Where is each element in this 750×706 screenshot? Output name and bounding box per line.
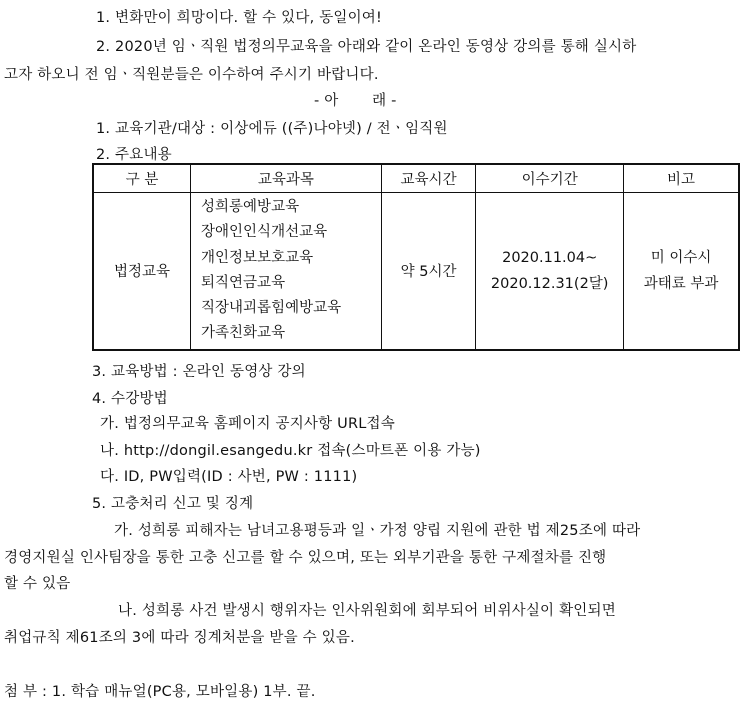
subject-item: 퇴직연금교육 xyxy=(201,274,286,291)
education-table xyxy=(92,163,740,351)
header-note: 비고 xyxy=(624,164,739,193)
slogan-line: 1. 변화만이 희망이다. 할 수 있다, 동일이여! xyxy=(96,10,383,26)
period-cell xyxy=(476,193,624,350)
grievance-heading: 5. 고충처리 신고 및 징계 xyxy=(92,496,254,512)
enroll-step-c: 다. ID, PW입력(ID : 사번, PW : 1111) xyxy=(100,469,358,485)
below-heading: - 아 래 - xyxy=(314,93,397,109)
header-duration: 교육시간 xyxy=(381,164,476,193)
subject-item: 성희롱예방교육 xyxy=(201,199,300,215)
attachment-line: 첨 부 : 1. 학습 매뉴얼(PC용, 모바일용) 1부. 끝. xyxy=(4,684,316,700)
enroll-heading: 4. 수강방법 xyxy=(92,391,168,407)
contents-heading: 2. 주요내용 xyxy=(96,147,172,163)
note-line-2: 과태료 부과 xyxy=(643,275,719,292)
subject-item: 장애인인식개선교육 xyxy=(201,224,328,241)
table-header-row xyxy=(93,164,739,193)
purpose-line-2: 고자 하오니 전 임ㆍ직원분들은 이수하여 주시기 바랍니다. xyxy=(4,67,379,83)
subject-item: 직장내괴롭힘예방교육 xyxy=(201,300,342,317)
header-period: 이수기간 xyxy=(476,164,624,193)
header-category: 구 분 xyxy=(93,164,191,193)
subject-item: 가족친화교육 xyxy=(201,325,286,342)
table-row xyxy=(93,193,739,350)
grievance-a-line-3: 할 수 있음 xyxy=(4,576,71,592)
grievance-b-line-2: 취업규칙 제61조의 3에 따라 징계처분을 받을 수 있음. xyxy=(4,630,355,646)
duration-cell: 약 5시간 xyxy=(381,193,476,350)
grievance-a-line-2: 경영지원실 인사팀장을 통한 고충 신고를 할 수 있으며, 또는 외부기관을 통한 구제절차를 진행 xyxy=(4,550,607,566)
grievance-a-line-1: 가. 성희롱 피해자는 남녀고용평등과 일ㆍ가정 양립 지원에 관한 법 제25조에 따라 xyxy=(114,523,641,539)
subject-item: 개인정보보호교육 xyxy=(201,249,314,266)
purpose-line-1: 2. 2020년 임ㆍ직원 법정의무교육을 아래와 같이 온라인 동영상 강의를 통해 실시하 xyxy=(96,39,637,55)
header-subject: 교육과목 xyxy=(191,164,382,193)
institution-line: 1. 교육기관/대상 : 이상에듀 ((주)나야넷) / 전ㆍ임직원 xyxy=(96,121,448,137)
enroll-step-b: 나. http://dongil.esangedu.kr 접속(스마트폰 이용 가능) xyxy=(100,443,481,459)
category-cell: 법정교육 xyxy=(93,193,191,350)
enroll-step-a: 가. 법정의무교육 홈페이지 공지사항 URL접속 xyxy=(100,416,395,432)
period-end: 2020.12.31(2달) xyxy=(490,275,609,292)
method-line: 3. 교육방법 : 온라인 동영상 강의 xyxy=(92,364,306,380)
grievance-b-line-1: 나. 성희롱 사건 발생시 행위자는 인사위원회에 회부되어 비위사실이 확인되면 xyxy=(118,603,616,619)
note-line-1: 미 이수시 xyxy=(650,249,712,266)
subjects-cell xyxy=(191,193,382,350)
note-cell xyxy=(624,193,739,350)
period-start: 2020.11.04~ xyxy=(502,249,598,266)
